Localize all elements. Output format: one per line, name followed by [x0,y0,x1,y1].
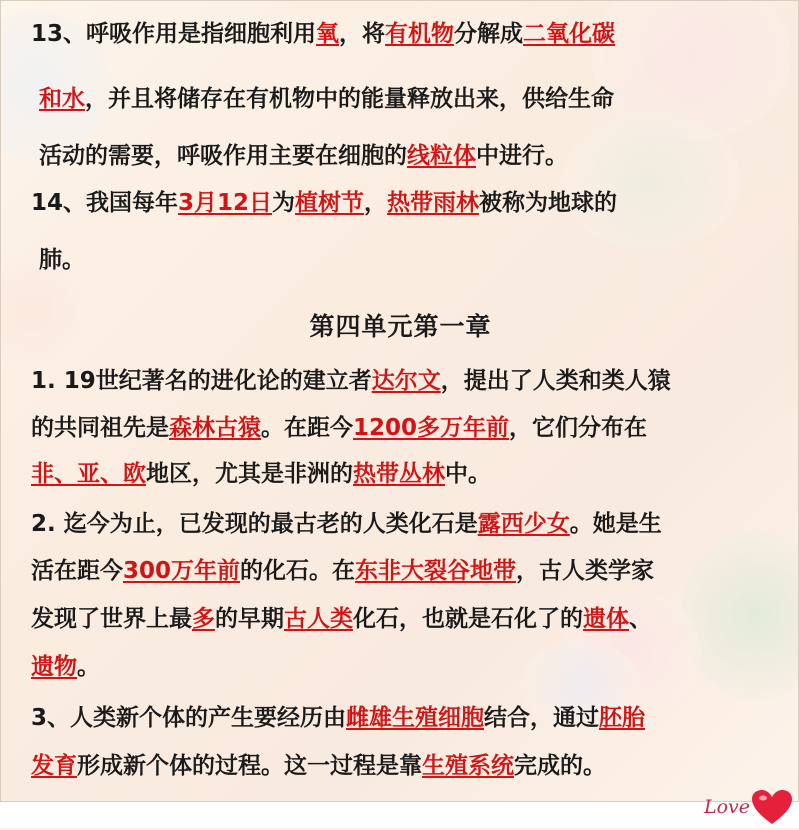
highlighted-term: 多 [192,606,215,632]
text-segment: ，古人类学家 [516,558,655,584]
item-u1-line-3 [1,459,799,489]
text-segment: 的早期 [215,606,284,632]
highlighted-term: 露西少女 [477,511,570,537]
highlighted-term: 胚胎 [599,705,646,731]
bottom-strip [0,802,799,828]
highlighted-term: 热带雨林 [387,190,480,216]
item-u2-line-2 [1,556,799,586]
text-segment: 为 [272,190,296,216]
text-segment: 的化石。在 [240,558,356,584]
decorative-bubble [561,111,741,251]
text-segment: 13、呼吸作用是指细胞利用 [31,21,317,47]
highlighted-term: 植树节 [295,190,365,216]
text-segment: 形成新个体的过程。这一过程是靠 [77,753,422,779]
highlighted-term: 遗体 [583,606,629,632]
text-segment: 1. 19世纪著名的进化论的建立者 [31,368,372,394]
love-signature: Love [704,796,751,818]
item-13-line-2 [1,84,799,114]
highlighted-term: 热带丛林 [353,461,445,487]
text-segment: 、 [629,606,652,632]
text-segment: 被称为地球的 [479,190,618,216]
text-segment: 2. 迄今为止，已发现的最古老的人类化石是 [31,511,478,537]
text-segment: 活动的需要，呼吸作用主要在细胞的 [39,143,407,169]
highlighted-term: 东非大裂谷地带 [355,558,517,584]
item-13-line-1 [1,19,799,49]
highlighted-term: 有机物 [385,21,455,47]
text-segment: 的共同祖先是 [31,415,169,441]
item-u2-line-3 [1,604,799,634]
highlighted-term: 300万年前 [123,558,241,584]
item-u3-line-2 [1,751,799,781]
item-u1-line-2 [1,413,799,443]
text-segment: ，将 [339,21,386,47]
item-u1-line-1 [1,366,799,396]
highlighted-term: 1200多万年前 [353,415,510,441]
text-segment: 结合，通过 [484,705,600,731]
heart-icon [752,790,792,826]
highlighted-term: 生殖系统 [422,753,514,779]
highlighted-term: 古人类 [284,606,353,632]
section-heading: 第四单元第一章 [309,312,492,341]
highlighted-term: 森林古猿 [169,415,261,441]
highlighted-term: 遗物 [31,654,77,680]
text-segment: ， [364,190,388,216]
text-segment: 中进行。 [476,143,568,169]
text-segment: 。她是生 [569,511,662,537]
highlighted-term: 非、亚、欧 [31,461,146,487]
item-13-line-3 [1,141,799,171]
highlighted-term: 和水 [39,86,85,112]
item-14-line-2 [1,245,799,275]
text-segment: ，它们分布在 [509,415,648,441]
text-segment: 活在距今 [31,558,123,584]
text-segment: 14、我国每年 [31,190,179,216]
highlighted-term: 线粒体 [407,143,476,169]
text-segment: 3、人类新个体的产生要经历由 [31,705,347,731]
highlighted-term: 氧 [316,21,340,47]
text-segment: 化石，也就是石化了的 [353,606,583,632]
item-u3-line-1 [1,703,799,733]
item-14-line-1 [1,188,799,218]
text-segment: 肺。 [39,247,85,273]
text-segment: 。 [77,654,100,680]
highlighted-term: 达尔文 [371,368,441,394]
text-segment: 完成的。 [514,753,606,779]
highlighted-term: 雌雄生殖细胞 [346,705,485,731]
highlighted-term: 发育 [31,753,77,779]
text-segment: 分解成 [454,21,524,47]
text-segment: ，提出了人类和类人猿 [440,368,671,394]
highlighted-term: 3月12日 [178,190,273,216]
highlighted-term: 二氧化碳 [523,21,616,47]
text-segment: 中。 [445,461,491,487]
text-segment: 。在距今 [261,415,353,441]
item-u2-line-4 [1,652,799,682]
text-segment: 发现了世界上最 [31,606,192,632]
text-segment: 地区，尤其是非洲的 [146,461,353,487]
item-u2-line-1 [1,509,799,539]
text-segment: ，并且将储存在有机物中的能量释放出来，供给生命 [85,86,614,112]
